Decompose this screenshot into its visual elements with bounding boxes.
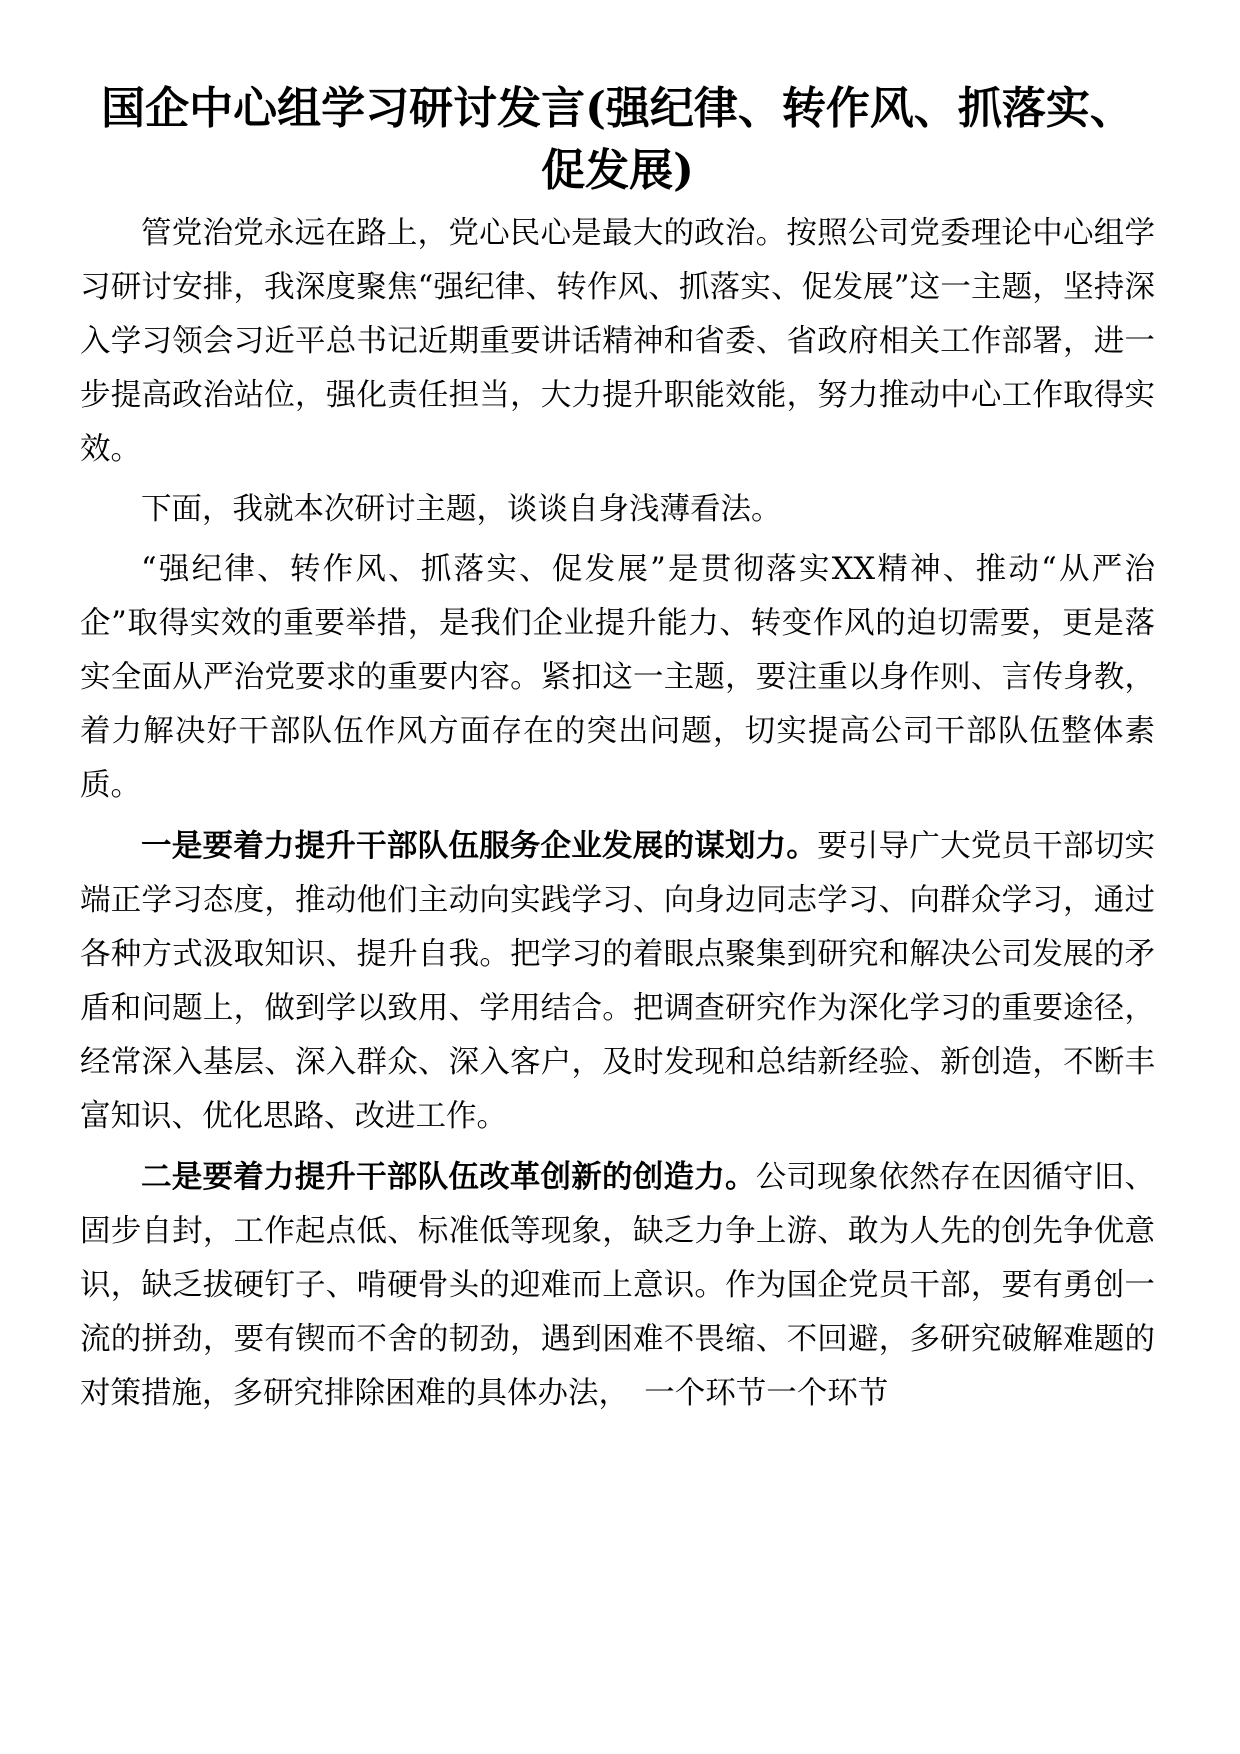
paragraph-point-two: [80, 1150, 1155, 1421]
paragraph-theme-text: “强纪律、转作风、抓落实、促发展”是贯彻落实XX精神、推动“从严治企”取得实效的重要举措，是我们企业提升能力、转变作风的迫切需要，更是落实全面从严治党要求的重要内容。紧扣这一主题，要注重以身作则、言传身教，着力解决好干部队伍作风方面存在的突出问题，切实提高公司干部队伍整体素质。: [80, 552, 1155, 803]
paragraph-intro-text: 管党治党永远在路上，党心民心是最大的政治。按照公司党委理论中心组学习研讨安排，我深度聚焦“强纪律、转作风、抓落实、促发展”这一主题，坚持深入学习领会习近平总书记近期重要讲话精神和省委、省政府相关工作部署，进一步提高政治站位，强化责任担当，大力提升职能效能，努力推动中心工作取得实效。: [80, 216, 1155, 467]
paragraph-transition: [80, 483, 1155, 537]
document-page: [80, 78, 1155, 1678]
document-title: 国企中心组学习研讨发言(强纪律、转作风、抓落实、促发展): [101, 83, 1134, 196]
paragraph-point-one: [80, 819, 1155, 1144]
point-one-text: 要引导广大党员干部切实端正学习态度，推动他们主动向实践学习、向身边同志学习、向群众学习，通过各种方式汲取知识、提升自我。把学习的着眼点聚集到研究和解决公司发展的矛盾和问题上，做到学以致用、学用结合。把调查研究作为深化学习的重要途径，经常深入基层、深入群众、深入客户，及时发现和总结新经验、新创造，不断丰富知识、优化思路、改进工作。: [80, 829, 1155, 1134]
paragraph-intro: [80, 207, 1155, 477]
point-two-text: 公司现象依然存在因循守旧、固步自封，工作起点低、标准低等现象，缺乏力争上游、敢为人先的创先争优意识，缺乏拔硬钉子、啃硬骨头的迎难而上意识。作为国企党员干部，要有勇创一流的拼劲，要有锲而不舍的韧劲，遇到困难不畏缩、不回避，多研究破解难题的对策措施，多研究排除困难的具体办法， 一个环节一个环节: [80, 1160, 1155, 1411]
paragraph-transition-text: 下面，我就本次研讨主题，谈谈自身浅薄看法。: [141, 492, 782, 527]
paragraph-theme: [80, 543, 1155, 813]
point-two-heading: 二是要着力提升干部队伍改革创新的创造力。: [141, 1159, 756, 1195]
point-one-heading: 一是要着力提升干部队伍服务企业发展的谋划力。: [141, 828, 818, 864]
